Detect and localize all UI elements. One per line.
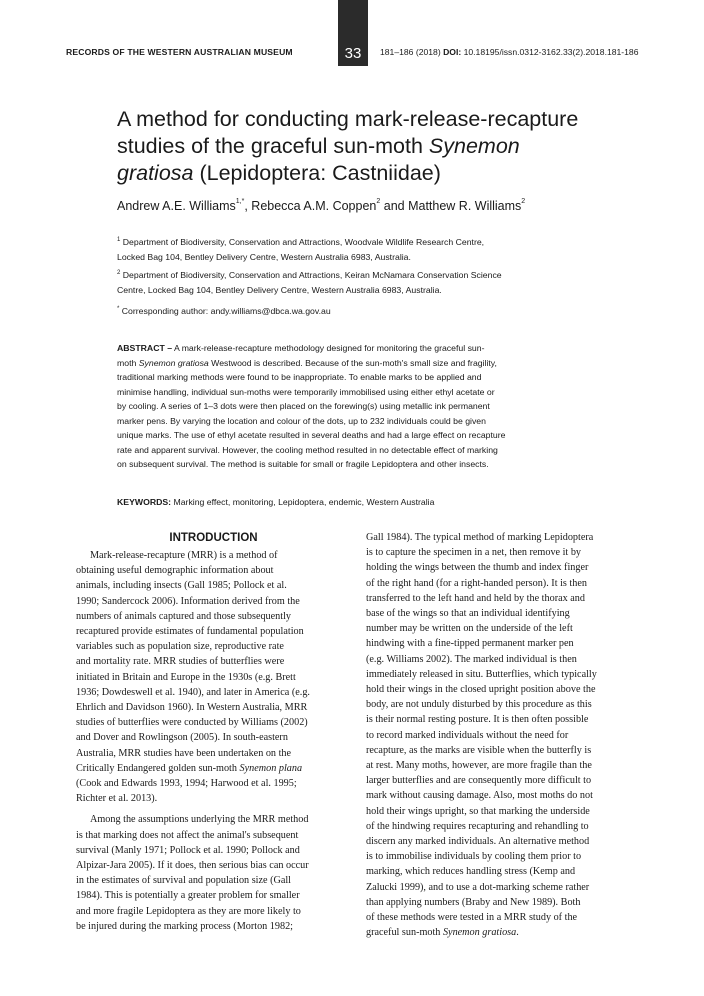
abstract-line-2: moth Synemon gratiosa Westwood is described. Because of the sun-moth's small size and fragility, xyxy=(117,357,497,368)
intro-p3-line: number may be written on the underside of the left xyxy=(366,623,573,635)
affiliation-2 xyxy=(117,266,617,298)
keywords xyxy=(117,497,434,507)
citation-line xyxy=(380,47,639,57)
intro-paragraph-2 xyxy=(76,812,351,934)
intro-p3-line: recapture, as the marks are visible when the butterfly is xyxy=(366,744,592,756)
intro-p1-line: Critically Endangered golden sun-moth Synemon plana xyxy=(76,762,303,774)
article-title xyxy=(117,106,637,187)
abstract-line-9: on subsequent survival. The method is suitable for small or fragile Lepidoptera and other insects. xyxy=(117,459,489,469)
intro-p1-line: initiated in Britain and Europe in the 1930s (e.g. Brett xyxy=(76,671,296,683)
author-3: and Matthew R. Williams xyxy=(380,199,522,213)
intro-p3-line: larger butterflies and are consequently more difficult to xyxy=(366,775,592,787)
abstract xyxy=(117,341,609,472)
intro-p1-line: variables such as population size, reproductive rate xyxy=(76,641,284,653)
intro-p3-line: Zalucki 1999), and to use a dot-marking scheme rather xyxy=(366,881,590,893)
affiliation-2-line-2: Centre, Locked Bag 104, Bentley Delivery Centre, Western Australia 6983, Australia. xyxy=(117,284,442,295)
abstract-line-6: marker pens. By varying the location and colour of the dots, up to 232 individuals could be given xyxy=(117,415,486,426)
intro-p3-line: of the hindwing requires recapturing and rehandling to xyxy=(366,820,589,832)
intro-p2-line: be injured during the marking process (Morton 1982; xyxy=(76,920,294,932)
intro-p3-line: marking, which reduces handling stress (Kemp and xyxy=(366,866,576,878)
intro-p2-line: in the estimates of survival and population size (Gall xyxy=(76,875,292,887)
doi: 10.18195/issn.0312-3162.33(2).2018.181-186 xyxy=(463,47,639,57)
intro-p1-line: and Dover and Rowlingson (2005). In south-eastern xyxy=(76,732,288,744)
intro-p2-line: and more fragile Lepidoptera as they are more likely to xyxy=(76,905,301,917)
title-line-2: studies of the graceful sun-moth Synemon xyxy=(117,134,520,158)
title-line-1: A method for conducting mark-release-recapture xyxy=(117,107,579,131)
intro-p2-line: 1984). This is potentially a greater problem for smaller xyxy=(76,890,300,902)
author-2-affiliation: 2 xyxy=(376,198,381,205)
doi-label: DOI: xyxy=(443,47,462,57)
author-list xyxy=(117,199,525,213)
affiliation-1-line-2: Locked Bag 104, Bentley Delivery Centre, Western Australia 6983, Australia. xyxy=(117,251,411,262)
title-line-3: gratiosa (Lepidoptera: Castniidae) xyxy=(117,161,441,185)
intro-paragraph-3 xyxy=(366,530,641,940)
affiliation-2-text-1: Department of Biodiversity, Conservation and Attractions, Keiran McNamara Conservation Science xyxy=(120,269,502,280)
author-1-affiliation: 1,* xyxy=(235,198,245,205)
intro-p2-line: Among the assumptions underlying the MRR method xyxy=(90,814,309,826)
intro-p1-line: animals, including insects (Gall 1985; Pollock et al. xyxy=(76,580,287,592)
introduction-heading: INTRODUCTION xyxy=(169,532,258,544)
intro-p3-line: is to immobilise individuals by cooling them prior to xyxy=(366,851,582,863)
corresponding-author-text: Corresponding author: andy.williams@dbca.wa.gov.au xyxy=(119,305,331,316)
abstract-line-4: minimise handling, individual sun-moths were temporarily immobilised using either ethyl acetate or xyxy=(117,386,495,397)
intro-p3-line: hold their wings in the closed upright position above the xyxy=(366,684,596,696)
intro-p3-line: at rest. Many moths, however, are more fragile than the xyxy=(366,760,592,772)
affiliation-1-line-1 xyxy=(117,233,617,250)
corresponding-author xyxy=(117,302,617,319)
left-column xyxy=(76,530,351,934)
affiliation-2-marker: 2 xyxy=(117,270,121,276)
intro-p3-line: is to capture the specimen in a net, then remove it by xyxy=(366,547,582,559)
author-3-affiliation: 2 xyxy=(521,198,526,205)
intro-p1-line: numbers of animals captured and those subsequently xyxy=(76,610,292,622)
affiliation-1-text-1: Department of Biodiversity, Conservation and Attractions, Woodvale Wildlife Research Centre, xyxy=(120,236,485,247)
abstract-line-8: rate and apparent survival. However, the cooling method resulted in no detectable effect of marking xyxy=(117,444,498,455)
journal-name: RECORDS OF THE WESTERN AUSTRALIAN MUSEUM xyxy=(66,47,293,57)
intro-p3-line: holding the wings between the thumb and index finger xyxy=(366,562,589,574)
intro-p3-line: immediately released in situ. Butterflies, which typically xyxy=(366,668,597,680)
intro-paragraph-1 xyxy=(76,548,351,806)
intro-p3-line: base of the wings so that an individual identifying xyxy=(366,608,570,620)
keywords-text: Marking effect, monitoring, Lepidoptera, endemic, Western Australia xyxy=(171,497,435,507)
intro-p3-line: mark without causing damage. Also, most moths do not xyxy=(366,790,593,802)
keywords-label: KEYWORDS: xyxy=(117,497,172,507)
intro-p1-line: obtaining useful demographic information about xyxy=(76,565,274,577)
intro-p3-line: hindwing with a fine-tipped permanent marker pen xyxy=(366,638,574,650)
right-column xyxy=(366,530,641,940)
intro-p3-line: hold their wings upright, so that marking the underside xyxy=(366,805,590,817)
abstract-line-1 xyxy=(117,341,609,356)
page-number: 33 xyxy=(344,45,362,62)
affiliation-2-line-1 xyxy=(117,266,617,283)
intro-p1-line: 1990; Sandercock 2006). Information derived from the xyxy=(76,595,300,607)
intro-p3-line: transferred to the left hand and held by the thorax and xyxy=(366,592,585,604)
intro-p1-line: 1936; Dowdeswell et al. 1940), and later in America (e.g. xyxy=(76,686,310,698)
intro-p3-line: body, are not unduly disturbed by this procedure as this xyxy=(366,699,592,711)
intro-p3-line: graceful sun-moth Synemon gratiosa. xyxy=(366,927,519,939)
author-1: Andrew A.E. Williams xyxy=(117,199,236,213)
intro-p1-line: recaptured provide estimates of fundamental population xyxy=(76,626,304,638)
abstract-text-1: A mark-release-recapture methodology designed for monitoring the graceful sun- xyxy=(172,343,485,353)
intro-p1-line: Richter et al. 2013). xyxy=(76,793,158,805)
intro-p3-line: Gall 1984). The typical method of marking Lepidoptera xyxy=(366,532,594,543)
intro-p1-line: Ehrlich and Davidson 1960). In Western Australia, MRR xyxy=(76,702,308,714)
intro-p1-line: (Cook and Edwards 1993, 1994; Harwood et al. 1995; xyxy=(76,778,297,790)
page-number-tab xyxy=(338,0,368,66)
intro-p3-line: of the right hand (for a right-handed person). It is then xyxy=(366,577,587,589)
page-range: 181–186 (2018) xyxy=(380,47,441,57)
intro-p3-line: than applying numbers (Braby and New 1989). Both xyxy=(366,896,581,908)
author-2: , Rebecca A.M. Coppen xyxy=(244,199,377,213)
abstract-line-5: by cooling. A series of 1–3 dots were then placed on the forewing(s) using metallic ink permanent xyxy=(117,401,490,411)
corresponding-author-line xyxy=(117,302,617,319)
intro-p3-line: is their normal resting posture. It is then often possible xyxy=(366,714,589,726)
affiliation-1 xyxy=(117,233,617,265)
abstract-line-7: unique marks. The use of ethyl acetate resulted in several deaths and had a large effect on recapture xyxy=(117,430,506,440)
intro-p1-line: and mortality rate. MRR studies of butterflies were xyxy=(76,656,285,668)
corresponding-author-marker: * xyxy=(117,306,120,312)
intro-p3-line: to record marked individuals without the need for xyxy=(366,729,569,741)
intro-p2-line: survival (Manly 1971; Pollock et al. 1990; Pollock and xyxy=(76,844,300,856)
intro-p3-line: (e.g. Williams 2002). The marked individual is then xyxy=(366,653,577,665)
intro-p3-line: of these methods were tested in a MRR study of the xyxy=(366,912,578,924)
abstract-line-3: traditional marking methods were found to be inappropriate. To enable marks to be applied and xyxy=(117,372,482,382)
affiliation-1-marker: 1 xyxy=(117,237,121,243)
intro-p2-line: Alpizar-Jara 2005). If it does, then serious bias can occur xyxy=(76,860,309,872)
intro-p1-line: Mark-release-recapture (MRR) is a method of xyxy=(90,550,278,561)
intro-p1-line: studies of butterflies were conducted by Williams (2002) xyxy=(76,717,308,729)
intro-p3-line: discern any marked individuals. An alternative method xyxy=(366,836,590,848)
intro-p1-line: Australia, MRR studies have been undertaken on the xyxy=(76,747,292,759)
abstract-label: ABSTRACT – xyxy=(117,343,173,353)
intro-p2-line: is that marking does not affect the animal's subsequent xyxy=(76,829,299,841)
